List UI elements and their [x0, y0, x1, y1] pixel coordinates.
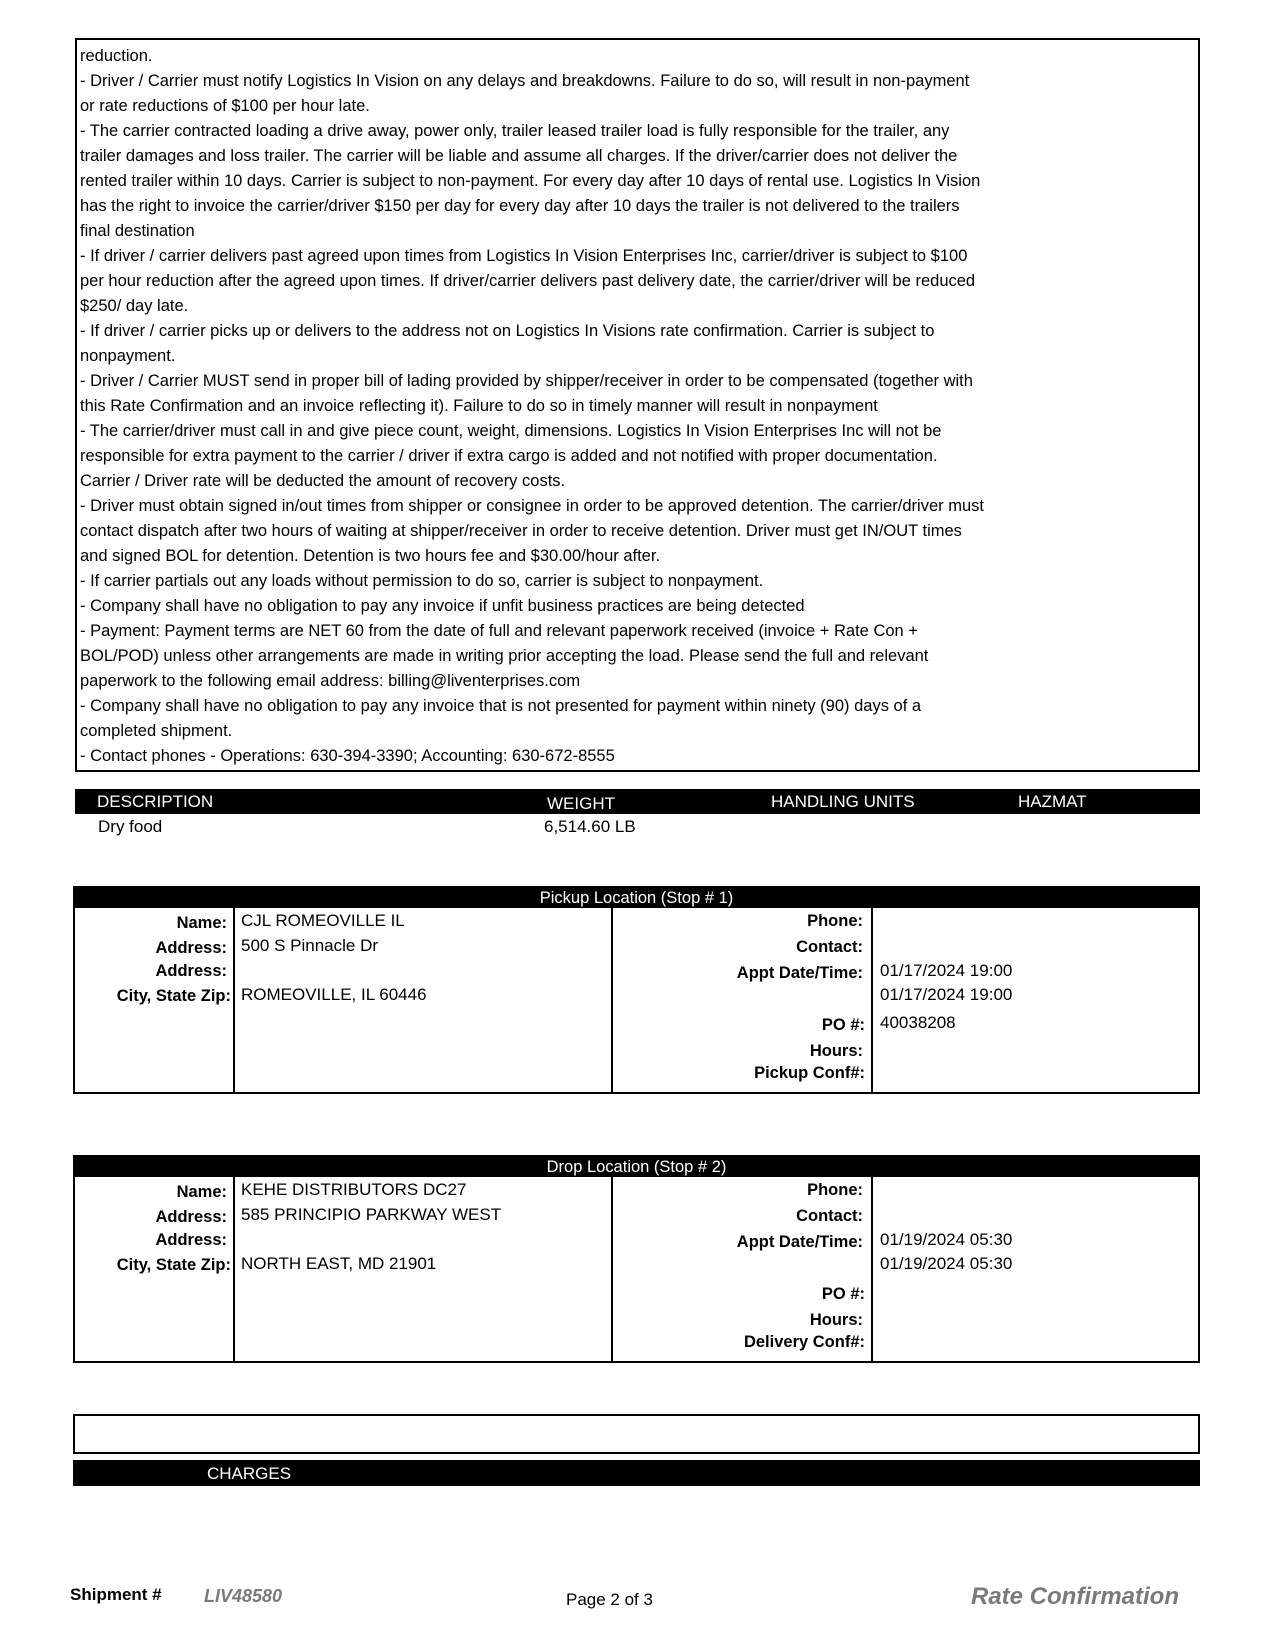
- column-divider: [233, 1177, 235, 1361]
- terms-line: - Driver must obtain signed in/out times from shipper or consignee in order to be approved detention. The carrier/driver must: [80, 497, 984, 515]
- phone-label: Phone:: [807, 1181, 863, 1199]
- terms-line: this Rate Confirmation and an invoice reflecting it). Failure to do so in timely manner will result in nonpayment: [80, 397, 878, 415]
- cargo-weight: 6,514.60 LB: [544, 817, 636, 836]
- column-divider: [611, 908, 613, 1092]
- pickup-conf-label: Pickup Conf#:: [754, 1064, 865, 1082]
- drop-city-state-zip: NORTH EAST, MD 21901: [241, 1254, 437, 1273]
- shipment-label: Shipment #: [70, 1585, 162, 1604]
- contact-label: Contact:: [796, 938, 863, 956]
- city-state-zip-label: City, State Zip:: [116, 987, 231, 1005]
- pickup-location-title: Pickup Location (Stop # 1): [75, 888, 1198, 908]
- column-divider: [871, 1177, 873, 1361]
- address-2-label: Address:: [155, 1231, 227, 1249]
- terms-line: has the right to invoice the carrier/driver $150 per day for every day after 10 days the trailer is not delivered to the trailers: [80, 197, 960, 215]
- column-header-weight: WEIGHT: [547, 794, 615, 813]
- po-label: PO #:: [821, 1285, 865, 1303]
- phone-label: Phone:: [807, 912, 863, 930]
- drop-appt-from: 01/19/2024 05:30: [880, 1230, 1013, 1249]
- drop-appt-to: 01/19/2024 05:30: [880, 1254, 1013, 1273]
- terms-line: - Company shall have no obligation to pay any invoice if unfit business practices are being detected: [80, 597, 805, 615]
- appt-date-time-label: Appt Date/Time:: [736, 964, 863, 982]
- terms-line: - Payment: Payment terms are NET 60 from the date of full and relevant paperwork received (invoice + Rate Con +: [80, 622, 918, 640]
- column-divider: [233, 908, 235, 1092]
- terms-line: - If driver / carrier picks up or delivers to the address not on Logistics In Visions rate confirmation. Carrier is subject to: [80, 322, 935, 340]
- terms-line: or rate reductions of $100 per hour late.: [80, 97, 370, 115]
- pickup-name: CJL ROMEOVILLE IL: [241, 911, 405, 930]
- terms-line: nonpayment.: [80, 347, 176, 365]
- pickup-appt-to: 01/17/2024 19:00: [880, 985, 1013, 1004]
- terms-line: Carrier / Driver rate will be deducted the amount of recovery costs.: [80, 472, 566, 490]
- terms-line: BOL/POD) unless other arrangements are made in writing prior accepting the load. Please send the full and relevant: [80, 647, 929, 665]
- terms-line: - If carrier partials out any loads without permission to do so, carrier is subject to nonpayment.: [80, 572, 764, 590]
- contact-label: Contact:: [796, 1207, 863, 1225]
- column-divider: [871, 908, 873, 1092]
- shipment-number: LIV48580: [204, 1586, 283, 1606]
- terms-line: contact dispatch after two hours of waiting at shipper/receiver in order to receive detention. Driver must get IN/OUT times: [80, 522, 962, 540]
- cargo-row: [75, 815, 1200, 840]
- terms-line: final destination: [80, 222, 195, 240]
- terms-line: - Company shall have no obligation to pay any invoice that is not presented for payment within ninety (90) days of a: [80, 697, 922, 715]
- terms-line: reduction.: [80, 47, 153, 65]
- terms-line: completed shipment.: [80, 722, 233, 740]
- terms-line: - Driver / Carrier MUST send in proper bill of lading provided by shipper/receiver in order to be compensated (together with: [80, 372, 973, 390]
- terms-line: rented trailer within 10 days. Carrier is subject to non-payment. For every day after 10 days of rental use. Logistics In Vision: [80, 172, 981, 190]
- pickup-po-number: 40038208: [880, 1013, 956, 1032]
- column-header-hazmat: HAZMAT: [1018, 792, 1087, 811]
- column-divider: [611, 1177, 613, 1361]
- charges-header: [73, 1460, 1200, 1486]
- terms-line: - If driver / carrier delivers past agreed upon times from Logistics In Vision Enterprises Inc, carrier/driver is subject to $100: [80, 247, 968, 265]
- terms-line: - Driver / Carrier must notify Logistics In Vision on any delays and breakdowns. Failure to do so, will result in non-payment: [80, 72, 970, 90]
- address-2-label: Address:: [155, 962, 227, 980]
- terms-line: - Contact phones - Operations: 630-394-3390; Accounting: 630-672-8555: [80, 747, 615, 765]
- terms-line: $250/ day late.: [80, 297, 189, 315]
- appt-date-time-label: Appt Date/Time:: [736, 1233, 863, 1251]
- address-label: Address:: [155, 1208, 227, 1226]
- pickup-address: 500 S Pinnacle Dr: [241, 936, 379, 955]
- address-label: Address:: [155, 939, 227, 957]
- document-title: Rate Confirmation: [970, 1583, 1179, 1610]
- pickup-city-state-zip: ROMEOVILLE, IL 60446: [241, 985, 427, 1004]
- drop-location-panel: [73, 1155, 1200, 1363]
- terms-line: trailer damages and loss trailer. The carrier will be liable and assume all charges. If the driver/carrier does not deliver the: [80, 147, 958, 165]
- po-label: PO #:: [821, 1016, 865, 1034]
- terms-line: per hour reduction after the agreed upon times. If driver/carrier delivers past delivery date, the carrier/driver will be reduced: [80, 272, 976, 290]
- notes-box: [73, 1414, 1200, 1454]
- city-state-zip-label: City, State Zip:: [116, 1256, 231, 1274]
- page-number: Page 2 of 3: [566, 1590, 653, 1609]
- terms-line: paperwork to the following email address: billing@liventerprises.com: [80, 672, 581, 690]
- delivery-conf-label: Delivery Conf#:: [743, 1333, 865, 1351]
- terms-line: responsible for extra payment to the carrier / driver if extra cargo is added and not notified with proper documentation.: [80, 447, 938, 465]
- terms-line: - The carrier contracted loading a drive away, power only, trailer leased trailer load is fully responsible for the trailer, any: [80, 122, 950, 140]
- name-label: Name:: [176, 914, 227, 932]
- cargo-description: Dry food: [98, 817, 163, 836]
- cargo-table-header: [75, 789, 1200, 814]
- column-header-description: DESCRIPTION: [97, 792, 214, 811]
- hours-label: Hours:: [809, 1042, 863, 1060]
- drop-location-title: Drop Location (Stop # 2): [75, 1157, 1198, 1177]
- drop-name: KEHE DISTRIBUTORS DC27: [241, 1180, 467, 1199]
- pickup-location-panel: [73, 886, 1200, 1094]
- terms-box: [75, 38, 1200, 772]
- terms-line: - The carrier/driver must call in and give piece count, weight, dimensions. Logistics In Vision Enterprises Inc will not be: [80, 422, 942, 440]
- drop-address: 585 PRINCIPIO PARKWAY WEST: [241, 1205, 502, 1224]
- hours-label: Hours:: [809, 1311, 863, 1329]
- terms-line: and signed BOL for detention. Detention is two hours fee and $30.00/hour after.: [80, 547, 661, 565]
- name-label: Name:: [176, 1183, 227, 1201]
- pickup-appt-from: 01/17/2024 19:00: [880, 961, 1013, 980]
- column-header-handling-units: HANDLING UNITS: [771, 792, 915, 811]
- charges-title: CHARGES: [207, 1464, 292, 1483]
